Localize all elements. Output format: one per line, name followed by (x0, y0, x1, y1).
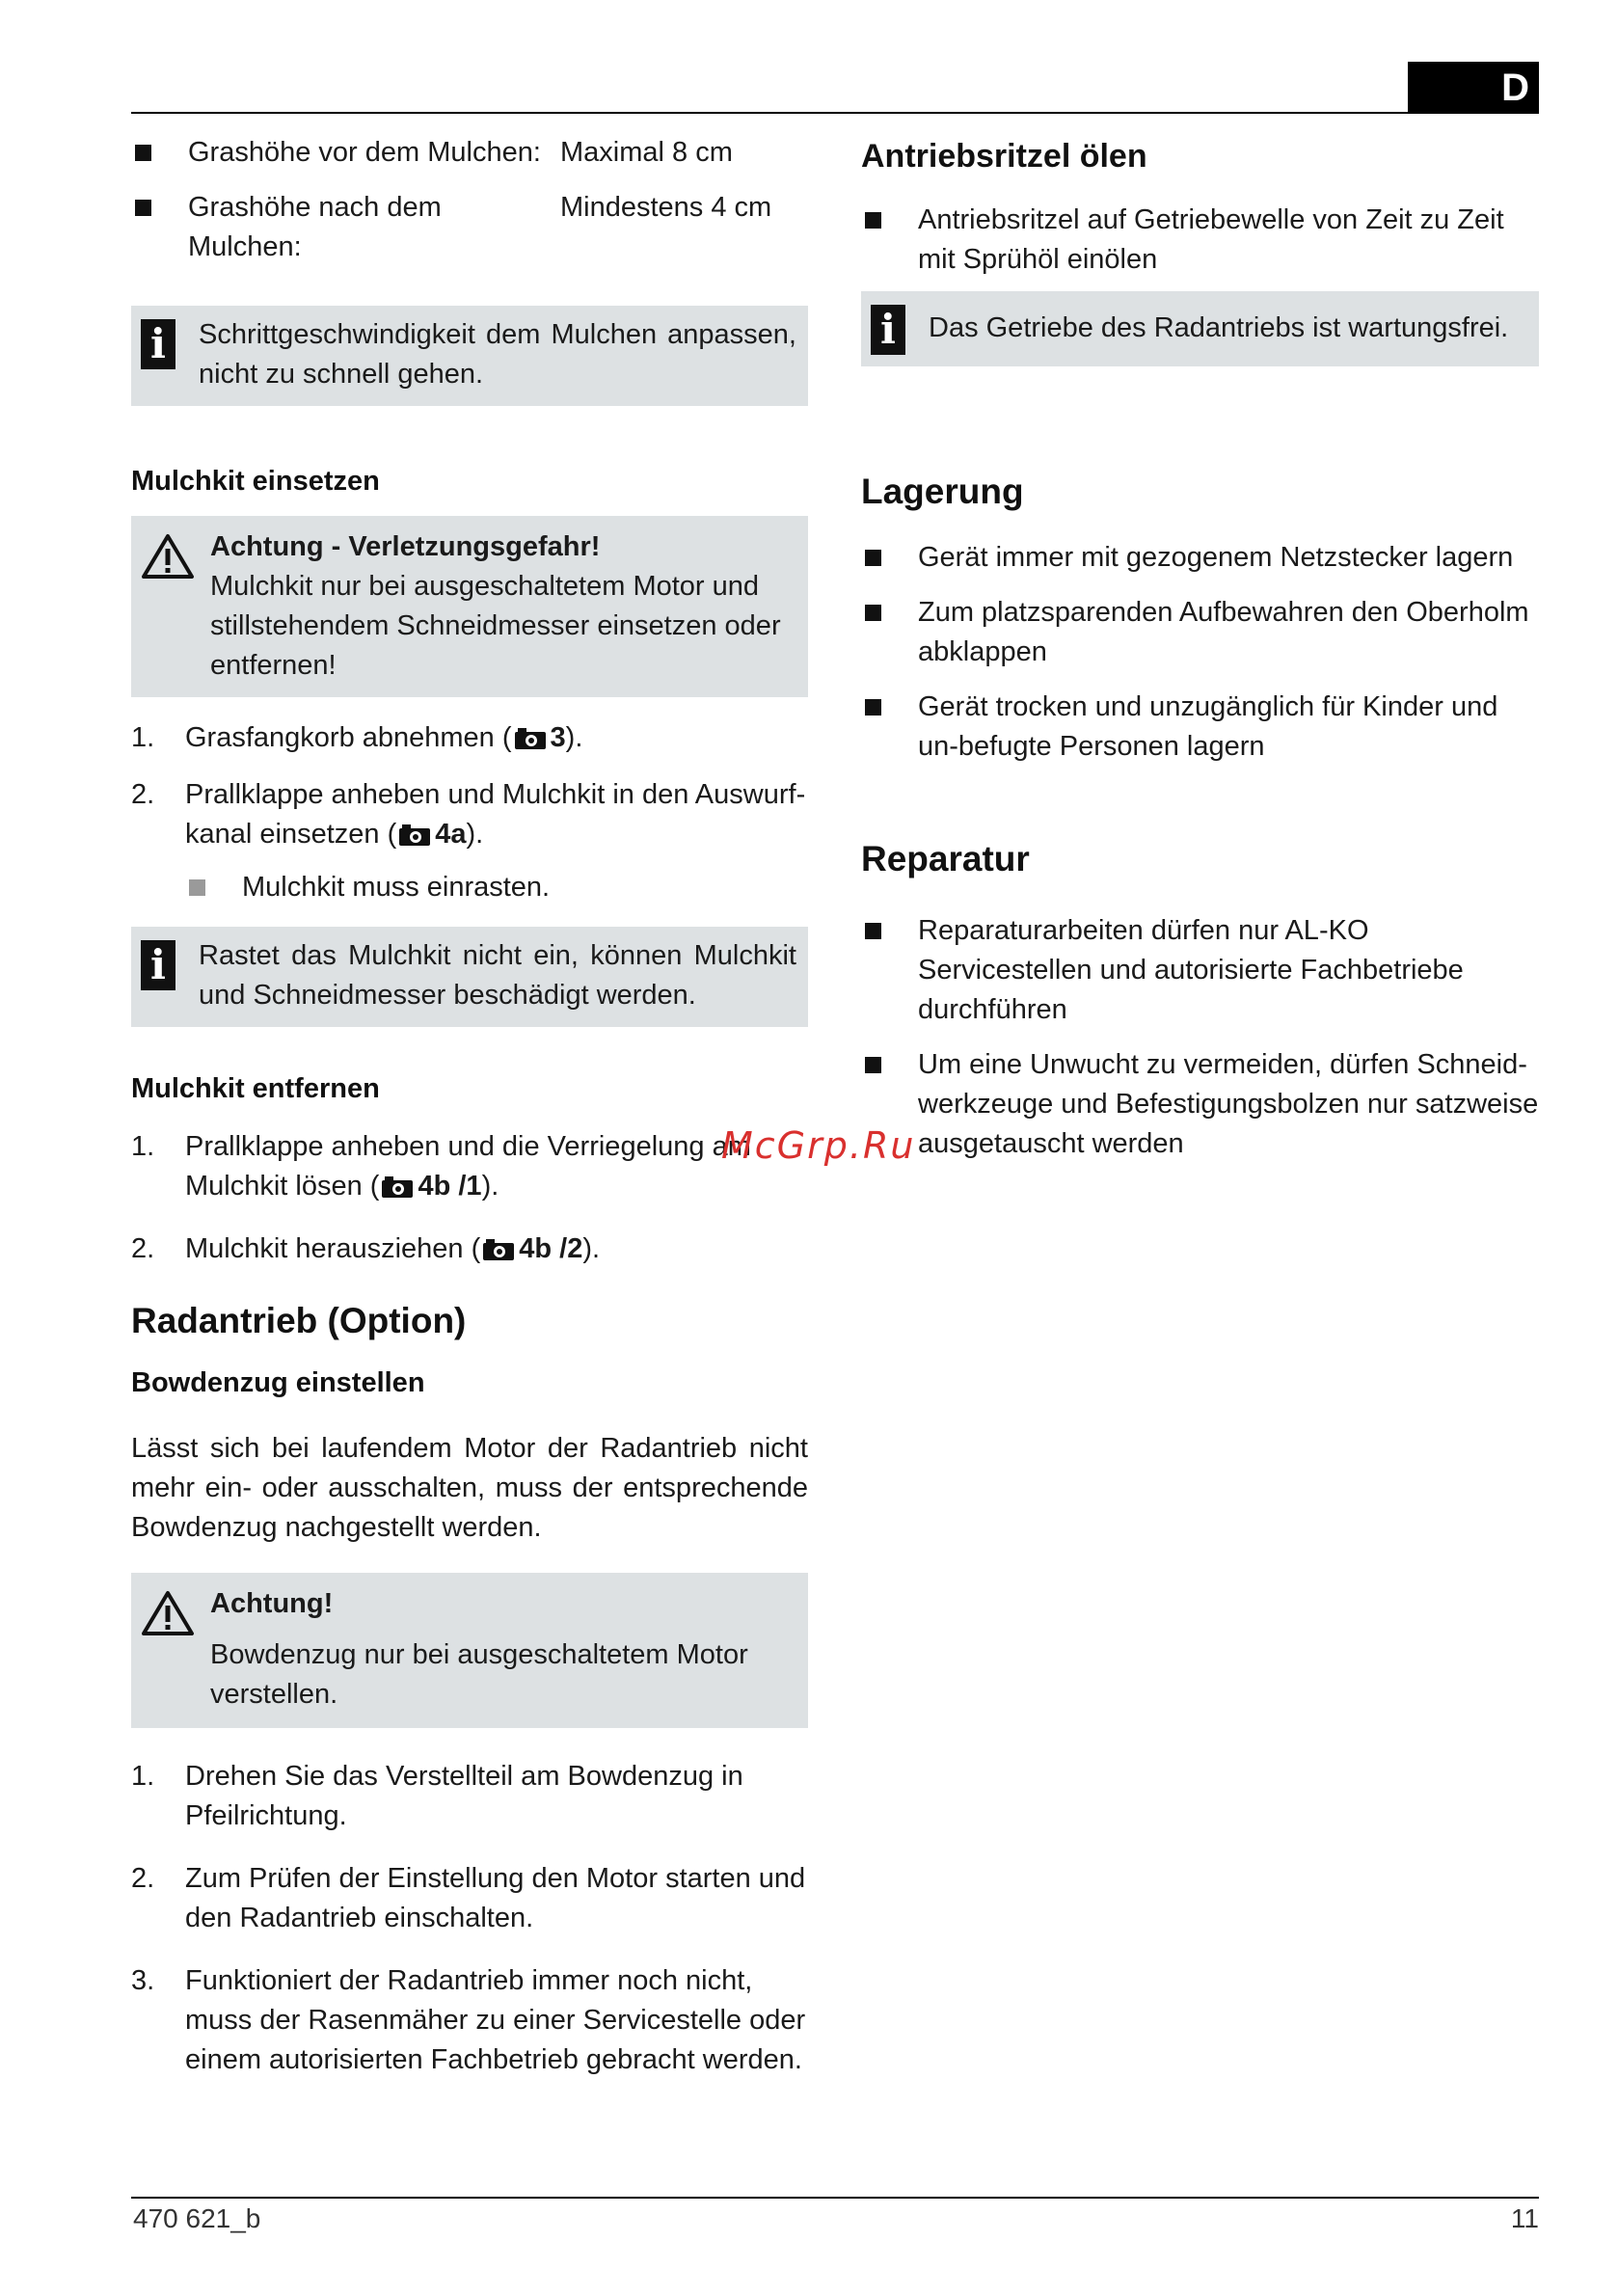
result-item (185, 868, 808, 907)
list-item (861, 688, 1539, 767)
paragraph: Lässt sich bei laufendem Motor der Radantrieb nicht mehr ein- oder ausschalten, muss der entsprechende Bowdenzug nachgestellt werden. (131, 1433, 808, 1543)
warning-text: Mulchkit nur bei ausgeschaltetem Motor und stillstehendem Schneidmesser einsetzen oder entfernen! (210, 571, 781, 681)
step-number: 2. (131, 1863, 155, 1894)
watermark: McGrp.Ru (721, 1124, 916, 1167)
list-item (131, 718, 808, 758)
list-item (131, 1961, 808, 2080)
list-item (861, 201, 1539, 280)
header-rule (131, 112, 1539, 114)
bullet-square-icon (865, 1057, 881, 1073)
list-item (131, 188, 808, 267)
info-icon: i (871, 305, 905, 355)
info-icon: i (141, 940, 175, 990)
section-subheading: Mulchkit einsetzen (131, 466, 380, 497)
list-item-value: Mindestens 4 cm (560, 192, 772, 223)
list-item-text: Zum platzsparenden Aufbewahren den Oberholm abklappen (918, 597, 1529, 667)
result-text: Mulchkit muss einrasten. (242, 872, 551, 903)
step-text: Zum Prüfen der Einstellung den Motor starten und den Radantrieb einschalten. (185, 1863, 806, 1933)
list-item (861, 911, 1539, 1030)
camera-icon (381, 1175, 414, 1199)
step-text: Funktioniert der Radantrieb immer noch nicht, muss der Rasenmäher zu einer Servicestelle oder einem autorisierten Fachbetrieb gebracht werden. (185, 1965, 806, 2075)
section-heading: Lagerung (861, 472, 1024, 511)
bullet-square-icon (135, 200, 151, 216)
step-text-end: ). (565, 722, 583, 753)
bullet-square-icon (865, 605, 881, 621)
step-number: 1. (131, 1131, 155, 1162)
step-text-end: ). (582, 1233, 601, 1264)
section-subheading: Antriebsritzel ölen (861, 138, 1147, 175)
list-item-label: Grashöhe vor dem Mulchen: (188, 137, 541, 168)
figure-reference: 4b /1 (418, 1171, 482, 1202)
camera-icon (398, 824, 431, 847)
list-item (131, 133, 808, 173)
list-item-text: Gerät trocken und unzugänglich für Kinder und un-befugte Personen lagern (918, 691, 1498, 762)
figure-reference: 4b /2 (519, 1233, 583, 1264)
warning-box (131, 516, 808, 697)
list-item (861, 593, 1539, 672)
step-text: Prallklappe anheben und Mulchkit in den Auswurf-kanal einsetzen ( (185, 779, 806, 850)
info-note-text: Schrittgeschwindigkeit dem Mulchen anpassen, nicht zu schnell gehen. (199, 319, 796, 390)
info-icon: i (141, 319, 175, 369)
left-column (131, 133, 808, 2101)
list-item (131, 1229, 808, 1269)
language-badge (1408, 62, 1539, 114)
list-item-text: Reparaturarbeiten dürfen nur AL-KO Servicestellen und autorisierte Fachbetriebe durchführen (918, 915, 1464, 1025)
bullet-square-icon (865, 699, 881, 716)
warning-triangle-icon (141, 533, 195, 580)
footer-rule (131, 2197, 1539, 2199)
bullet-square-icon (865, 550, 881, 566)
step-number: 2. (131, 1233, 155, 1264)
list-item (131, 775, 808, 854)
bullet-square-icon (865, 923, 881, 939)
list-item-value: Maximal 8 cm (560, 137, 733, 168)
step-number: 1. (131, 1761, 155, 1792)
result-square-icon (189, 879, 205, 896)
info-note (131, 927, 808, 1027)
camera-icon (482, 1238, 515, 1261)
step-text: Grasfangkorb abnehmen ( (185, 722, 512, 753)
list-item (861, 1045, 1539, 1164)
list-item (861, 538, 1539, 578)
section-subheading: Bowdenzug einstellen (131, 1367, 425, 1398)
info-note-text: Das Getriebe des Radantriebs ist wartungsfrei. (929, 312, 1509, 343)
section-heading: Reparatur (861, 839, 1030, 878)
list-item (131, 1757, 808, 1836)
warning-title: Achtung - Verletzungsgefahr! (210, 531, 601, 562)
warning-triangle-icon (141, 1590, 195, 1636)
figure-reference: 3 (550, 722, 566, 753)
info-note-text: Rastet das Mulchkit nicht ein, können Mulchkit und Schneidmesser beschädigt werden. (199, 940, 796, 1011)
step-number: 2. (131, 779, 155, 810)
figure-reference: 4a (435, 819, 467, 850)
list-item (131, 1859, 808, 1938)
section-heading: Radantrieb (Option) (131, 1301, 467, 1340)
camera-icon (514, 727, 547, 750)
step-text: Prallklappe anheben und die Verriegelung am Mulchkit lösen ( (185, 1131, 751, 1202)
step-text-end: ). (466, 819, 484, 850)
warning-title: Achtung! (210, 1588, 334, 1619)
section-subheading: Mulchkit entfernen (131, 1073, 380, 1104)
step-text: Drehen Sie das Verstellteil am Bowdenzug in Pfeilrichtung. (185, 1761, 743, 1831)
list-item-text: Antriebsritzel auf Getriebewelle von Zeit zu Zeit mit Sprühöl einölen (918, 204, 1504, 275)
step-text: Mulchkit herausziehen ( (185, 1233, 481, 1264)
bullet-square-icon (865, 212, 881, 229)
page-number: 11 (1510, 2203, 1539, 2233)
list-item-text: Gerät immer mit gezogenem Netzstecker lagern (918, 542, 1514, 573)
list-item (131, 1127, 808, 1206)
step-number: 3. (131, 1965, 155, 1996)
language-badge-label: D (1501, 66, 1529, 109)
list-item-label: Grashöhe nach dem Mulchen: (188, 192, 442, 262)
right-column (861, 133, 1539, 1179)
info-note (861, 291, 1539, 366)
document-number: 470 621_b (133, 2203, 261, 2233)
warning-text: Bowdenzug nur bei ausgeschaltetem Motor verstellen. (210, 1639, 748, 1710)
list-item-text: Um eine Unwucht zu vermeiden, dürfen Schneid-werkzeuge und Befestigungsbolzen nur satzweise ausgetauscht werden (918, 1049, 1539, 1159)
warning-box (131, 1573, 808, 1728)
info-note (131, 306, 808, 406)
step-text-end: ). (481, 1171, 499, 1202)
step-number: 1. (131, 722, 155, 753)
bullet-square-icon (135, 145, 151, 161)
